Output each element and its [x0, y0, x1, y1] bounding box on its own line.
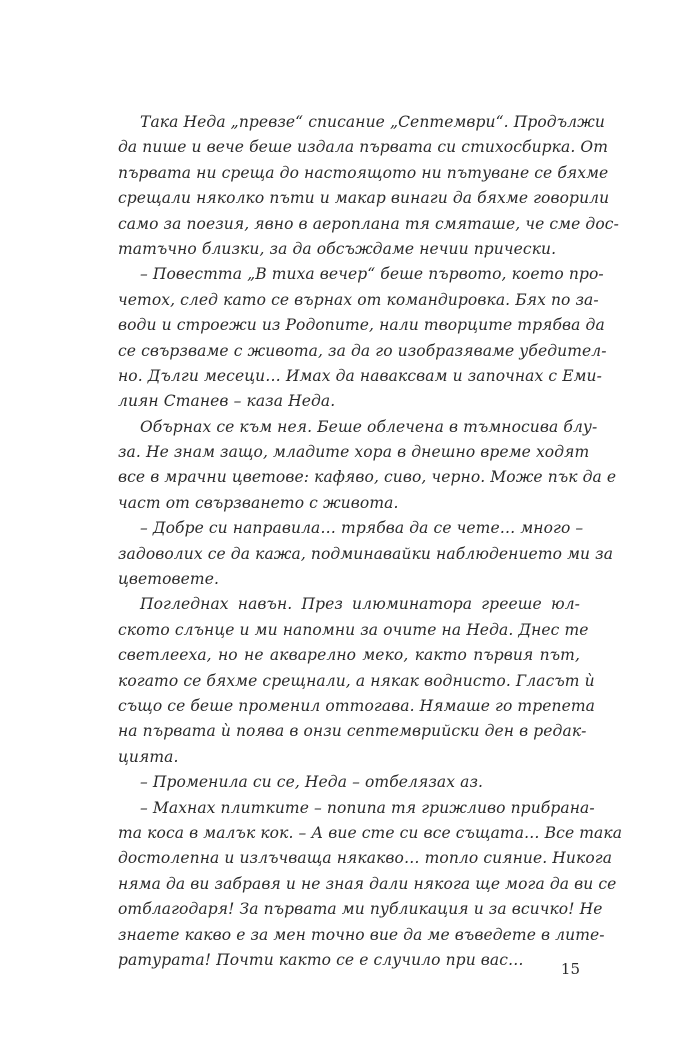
text-line: срещали няколко пъти и макар винаги да бяхме говорили: [118, 189, 610, 208]
text-line: няма да ви забравя и не зная дали някога ще мога да ви се: [118, 874, 617, 893]
text-line: лиян Станев – каза Неда.: [118, 392, 336, 411]
text-line: – Махнах плитките – попипа тя грижливо прибрана-: [140, 798, 595, 817]
text-line: част от свързването с живота.: [118, 493, 399, 512]
text-line: Така Неда „превзе“ списание „Септември“. Продължи: [140, 113, 605, 131]
text-line: достолепна и излъчваща някакво… топло сияние. Никога: [118, 849, 613, 868]
text-line: та коса в малък кок. – А вие сте си все същата… Все така: [118, 823, 623, 842]
text-line: все в мрачни цветове: кафяво, сиво, черно. Може пък да е: [118, 468, 617, 487]
text-line: знаете какво е за мен точно вие да ме въведете в лите-: [118, 925, 605, 944]
text-line: когато се бяхме срещнали, а някак воднисто. Гласът ѝ: [118, 671, 595, 690]
text-line: води и строежи из Родопите, нали творците трябва да: [118, 316, 605, 335]
text-line: четох, след като се върнах от командировка. Бях по за-: [118, 290, 599, 309]
text-line: татъчно близки, за да обсъждаме нечии прически.: [118, 239, 557, 258]
text-line: цията.: [118, 747, 179, 766]
text-line: Погледнах навън. През илюминатора грееше юл-: [140, 595, 580, 614]
text-line: светлееха, но не акварелно меко, както първия път,: [118, 646, 580, 665]
text-line: Обърнах се към нея. Беше облечена в тъмносива блу-: [140, 417, 598, 436]
text-line: – Променила си се, Неда – отбелязах аз.: [140, 773, 484, 792]
page-number: 15: [560, 960, 580, 978]
text-line: също се беше променил оттогава. Нямаше го трепета: [118, 696, 596, 715]
text-line: ското слънце и ми напомни за очите на Неда. Днес те: [118, 620, 589, 639]
text-line: на първата ѝ поява в онзи септемврийски ден в редак-: [118, 722, 587, 741]
text-line: отблагодаря! За първата ми публикация и за всичко! Не: [118, 900, 603, 919]
text-line: ратурата! Почти както се е случило при вас…: [118, 950, 524, 969]
text-line: за. Не знам защо, младите хора в днешно време ходят: [118, 443, 590, 462]
text-line: се свързваме с живота, за да го изобразяваме убедител-: [118, 341, 607, 360]
text-line: но. Дълги месеци… Имах да наваксвам и започнах с Еми-: [118, 366, 602, 385]
text-line: първата ни среща до настоящото ни пътуване се бяхме: [118, 163, 609, 182]
text-line: задоволих се да кажа, подминавайки наблюдението ми за: [118, 544, 614, 563]
text-line: да пише и вече беше издала първата си стихосбирка. От: [118, 138, 609, 157]
text-line: – Повестта „В тиха вечер“ беше първото, което про-: [140, 265, 604, 284]
text-line: само за поезия, явно в аероплана тя смяташе, че сме дос-: [118, 214, 619, 233]
text-line: – Добре си направила… трябва да се чете… много –: [140, 519, 584, 538]
body-text: [118, 110, 623, 973]
text-line: цветовете.: [118, 570, 220, 589]
